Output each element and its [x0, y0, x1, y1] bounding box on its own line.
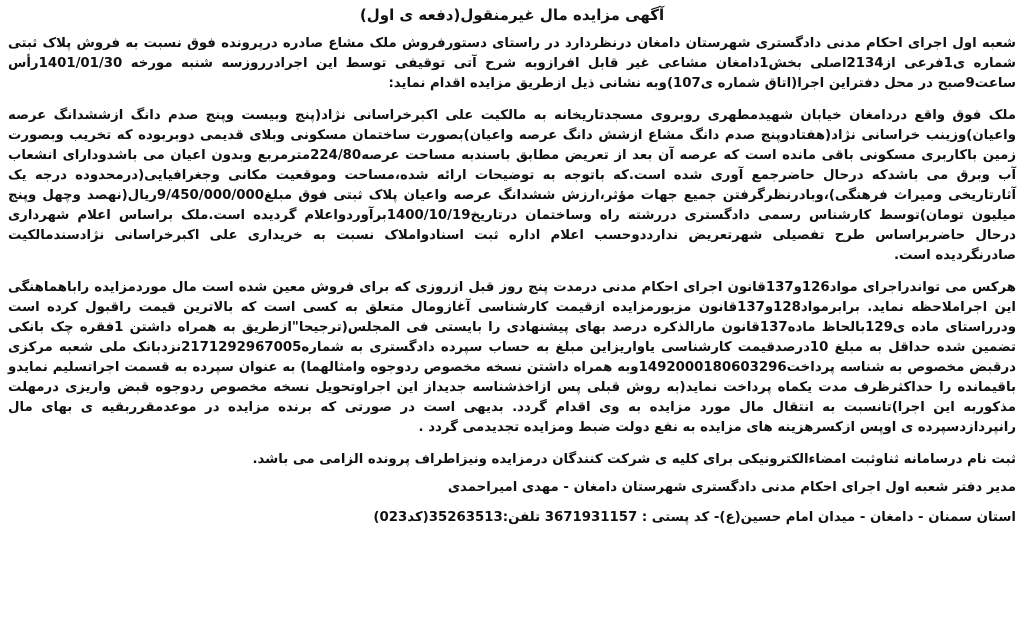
signature-line: مدیر دفتر شعبه اول اجرای احکام مدنی دادگستری شهرستان دامغان - مهدی امیراحمدی [447, 480, 1016, 495]
notice-intro-paragraph: شعبه اول اجرای احکام مدنی دادگستری شهرستان دامغان درنظردارد در راستای دستورفروش ملک مشاع صادره درپرونده فوق نسبت به فروش پلاک ثبتی شماره ی1فرعی از2134اصلی بخش1دامغان مشاعی غیر قابل افرازوبه شرح آتی توقیفی توسط این اجرادرروزسه شنبه مورخه 1401/01/30رأس ساعت9صبح در محل دفتراین اجرا(اتاق شماره ی107)وبه نشانی ذیل ازطریق مزایده اقدام نماید: [8, 36, 1016, 91]
notice-title: آگهی مزایده مال غیرمنقول(دفعه ی اول) [359, 6, 665, 24]
property-description-paragraph: ملک فوق واقع دردامغان خیابان شهیدمطهری روبروی مسجدتاریخانه به مالکیت علی اکبرخراسانی نژاد(پنج وبیست وپنج صدم دانگ ازششدانگ عرصه واعیان)وزینب خراسانی نژاد(هفتادوپنج صدم دانگ مشاع ازشش دانگ عرصه واعیان)بصورت ساختمان مسکونی وبلای قدیمی دوبربوده که تخریب وبصورت زمین باکاربری مسکونی باقی مانده است که عرصه آن بعد از تعریض مطابق باسندبه مساحت عرصه224/80مترمربع وبدون اعیان می باشدودارای انشعاب آب وبرق می باشدکه درحال حاضرجمع آوری شده است.که باتوجه به توضیحات ارائه شده،مساحت وموقعیت مکانی وجغرافیایی(درمحدوده درجه یک آثارتاریخی ومیراث فرهنگی)،وبادرنظرگرفتن جمیع جهات مؤثر،ارزش ششدانگ عرصه واعیان پلاک ثبتی فوق مبلغ9/450/000/000ریال(نهصد وچهل وپنج میلیون تومان)توسط کارشناس رسمی دادگستری دررشته راه وساختمان درتاریخ1400/10/19برآوردواعلام گردیده است.ملک براساس اعلام شهرداری درحال حاضربراساس طرح تفصیلی شهرتعریض ندارددوحسب اعلام اداره ثبت اسنادواملاک نسبت به خریداری علی اکبرخراسانی نژادسندمالکیت صادرنگردیده است. [8, 108, 1016, 263]
address-line: استان سمنان - دامغان - میدان امام حسین(ع)- کد پستی : 3671931157 تلفن:35263513(کد023) [373, 510, 1016, 525]
auction-terms-paragraph: هرکس می تواندراجرای مواد126و137قانون اجرای احکام مدنی درمدت پنج روز قبل ازروزی که برای فروش معین شده است مال موردمزایده راباهماهنگی این اجراملاحظه نماید. برابرمواد128و137قانون مزبورمزایده ازقیمت کارشناسی آغازومال متعلق به کسی است که بالاترین قیمت راقبول کرده است ودرراستای ماده ی129بالحاظ ماده137قانون مارالذکره درصد بهای پیشنهادی را بایستی فی المجلس(ترجیحا"ازطریق به همراه داشتن 1فقره چک بانکی تضمین شده حداقل به مبلغ 10درصدقیمت کارشناسی یاواریزاین مبلغ به حساب سپرده دادگستری به شماره2171292967005نزدبانک ملی شعبه مرکزی درقبض مخصوص به شناسه پرداخت1492000180603296وبه همراه داشتن نسخه مخصوص ردوجوه وامثالهما) به عنوان سپرده به قسمت اجراتسلیم نمایدو باقیمانده را حداکثرظرف مدت یکماه پرداخت نماید(به روش قبلی پس ازاخذشناسه جدیداز این اجراوتحویل نسخه مخصوص ردوجوه قبض واریزی درمهلت مذکوربه این اجرا)تانسبت به انتقال مال مورد مزایده به وی اقدام گردد. بدیهی است در صورتی که برنده مزایده در موعدمقرربقیه ی بهای مال رانپردازدسپرده ی اوپس ازکسرهزینه های مزایده به نفع دولت ضبط ومزایده تجدیدمی گردد . [8, 280, 1017, 435]
registration-note: ثبت نام درسامانه ثناوثبت امضاءالکترونیکی برای کلیه ی شرکت کنندگان درمزایده ونیزاطراف پرونده الزامی می باشد. [252, 452, 1016, 467]
